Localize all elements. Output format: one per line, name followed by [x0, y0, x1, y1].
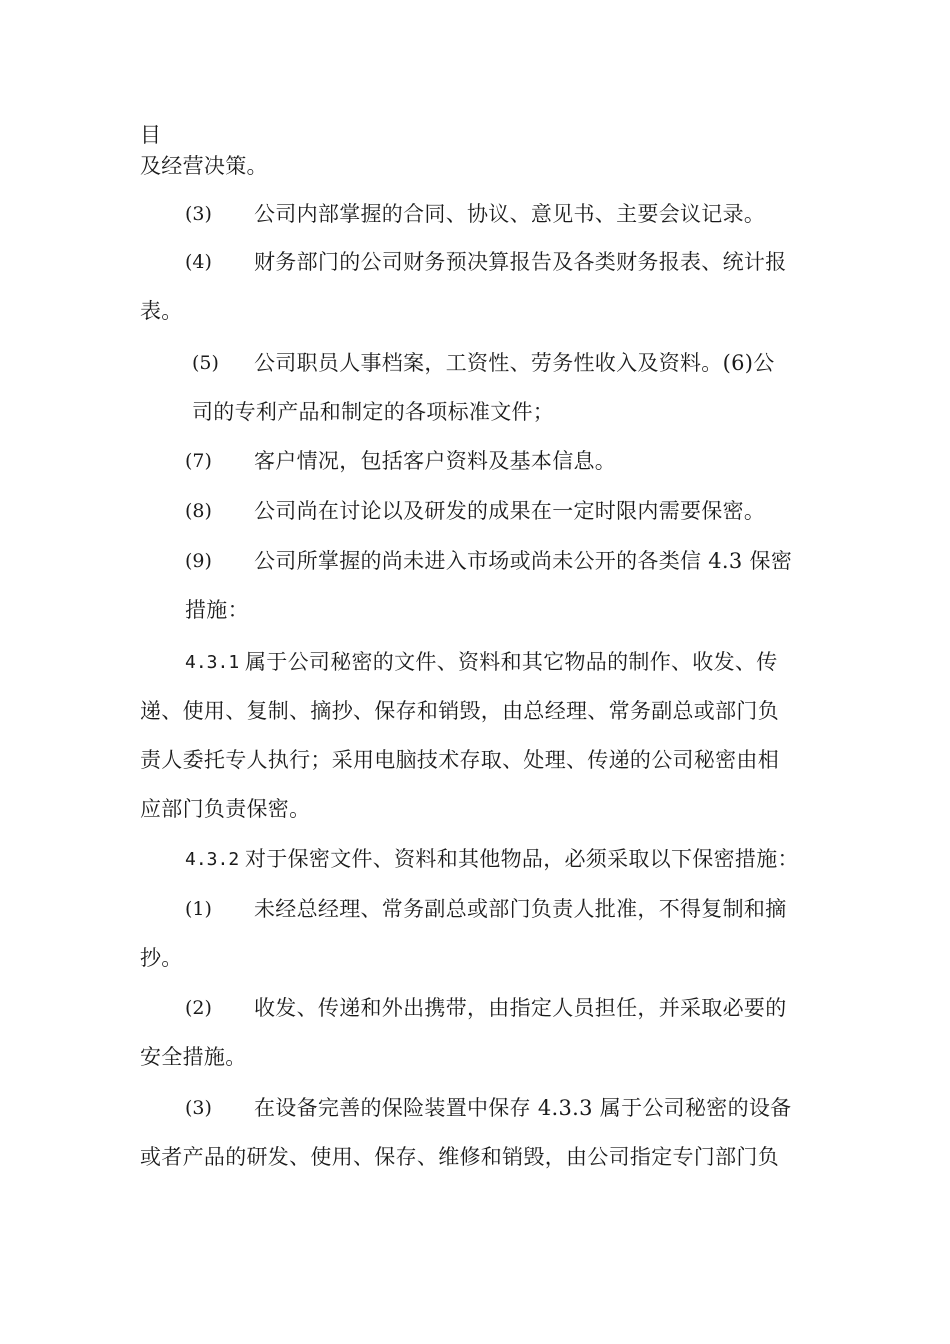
text-line: 安全措施。: [140, 1045, 247, 1069]
text-line: 未经总经理、常务副总或部门负责人批准，不得复制和摘: [254, 897, 787, 921]
text-line: 抄。: [140, 946, 183, 970]
text-line: 公司内部掌握的合同、协议、意见书、主要会议记录。: [254, 202, 766, 226]
text-line: 财务部门的公司财务预决算报告及各类财务报表、统计报: [254, 250, 787, 274]
text-line: 在设备完善的保险装置中保存 4.3.3 属于公司秘密的设备: [254, 1096, 792, 1120]
text-line: 表。: [140, 299, 183, 323]
text-line: 属于公司秘密的文件、资料和其它物品的制作、收发、传: [245, 650, 778, 674]
text-line: 目: [140, 123, 162, 147]
item-number: (7): [185, 450, 212, 472]
text-line: 递、使用、复制、摘抄、保存和销毁，由总经理、常务副总或部门负: [140, 699, 779, 723]
section-number: 4.3.2: [185, 849, 240, 870]
item-number: (1): [185, 898, 212, 920]
text-line: 公司职员人事档案，工资性、劳务性收入及资料。(6)公: [254, 351, 775, 375]
text-line: 公司所掌握的尚未进入市场或尚未公开的各类信 4.3 保密: [254, 549, 793, 573]
section-number: 4.3.1: [185, 652, 240, 673]
item-number: (8): [185, 500, 212, 522]
text-line: 及经营决策。: [140, 154, 268, 178]
text-line: 或者产品的研发、使用、保存、维修和销毁，由公司指定专门部门负: [140, 1145, 779, 1169]
text-line: 司的专利产品和制定的各项标准文件；: [192, 400, 555, 424]
item-number: (3): [185, 203, 212, 225]
text-line: 客户情况，包括客户资料及基本信息。: [254, 449, 617, 473]
item-number: (3): [185, 1097, 212, 1119]
text-line: 应部门负责保密。: [140, 797, 311, 821]
text-line: 措施：: [185, 598, 249, 622]
text-line: 收发、传递和外出携带，由指定人员担任，并采取必要的: [254, 996, 787, 1020]
item-number: (9): [185, 550, 212, 572]
item-number: (4): [185, 251, 212, 273]
text-line: 责人委托专人执行；采用电脑技术存取、处理、传递的公司秘密由相: [140, 748, 779, 772]
text-line: 公司尚在讨论以及研发的成果在一定时限内需要保密。: [254, 499, 766, 523]
item-number: (2): [185, 997, 212, 1019]
text-line: 对于保密文件、资料和其他物品，必须采取以下保密措施：: [245, 847, 799, 871]
item-number: (5): [192, 352, 219, 374]
